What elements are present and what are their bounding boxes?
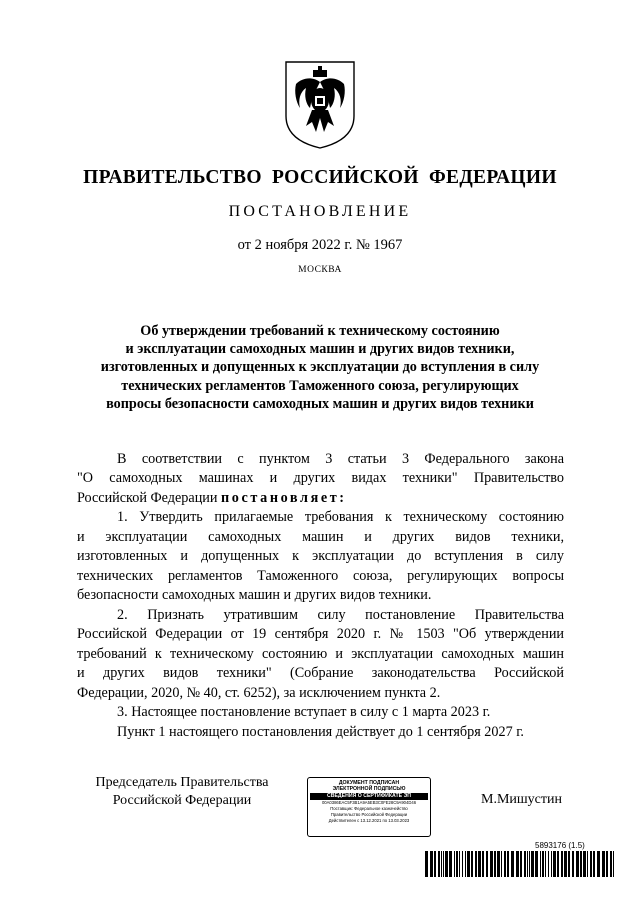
body-line: и эксплуатации самоходных машин и других видов техники, bbox=[77, 529, 564, 545]
coat-of-arms-icon bbox=[282, 58, 358, 150]
stamp-line: ДОКУМЕНТ ПОДПИСАН bbox=[338, 780, 400, 786]
stamp-line: ЭЛЕКТРОННОЙ ПОДПИСЬЮ bbox=[332, 786, 406, 792]
body-line: требований к техническому состоянию и эксплуатации самоходных машин bbox=[77, 646, 564, 662]
stamp-line: Поставщик: Федеральное казначейство bbox=[330, 805, 408, 811]
signer-role-line: Российской Федерации bbox=[112, 792, 252, 808]
signer-name: М.Мишустин bbox=[481, 792, 562, 807]
body-line: 3. Настоящее постановление вступает в силу с 1 марта 2023 г. bbox=[117, 704, 491, 720]
document-heading bbox=[100, 322, 540, 413]
body-line: 1. Утвердить прилагаемые требования к техническому состоянию bbox=[117, 509, 564, 525]
heading-line: и эксплуатации самоходных машин и других видов техники, bbox=[125, 341, 515, 358]
body-line: изготовленных и допущенных к эксплуатации до вступления в силу bbox=[77, 548, 564, 564]
stamp-line: 00A0386EAC5F3B1A9A5EB3C0FE28C9A904D46 bbox=[321, 799, 417, 805]
body-line: Российской Федерации от 19 сентября 2020 г. № 1503 "Об утверждении bbox=[77, 626, 564, 642]
body-line: 2. Признать утратившим силу постановление Правительства bbox=[117, 607, 564, 623]
resolves-word: постановляет: bbox=[221, 490, 347, 506]
heading-line: технических регламентов Таможенного союза, регулирующих bbox=[121, 377, 519, 394]
heading-line: Об утверждении требований к техническому состоянию bbox=[140, 323, 500, 339]
signer-role-line: Председатель Правительства bbox=[95, 775, 269, 790]
body-line: Пункт 1 настоящего постановления действует до 1 сентября 2027 г. bbox=[117, 724, 524, 740]
body-text: Российской Федерации bbox=[77, 490, 222, 506]
government-title: ПРАВИТЕЛЬСТВО РОССИЙСКОЙ ФЕДЕРАЦИИ bbox=[83, 167, 557, 188]
document-type: ПОСТАНОВЛЕНИЕ bbox=[228, 203, 412, 220]
body-line: В соответствии с пунктом 3 статьи 3 Федерального закона bbox=[117, 451, 564, 467]
stamp-title bbox=[308, 780, 430, 792]
signer-role bbox=[77, 774, 287, 809]
body-line: и других видов техники" (Собрание законодательства Российской bbox=[77, 665, 564, 681]
body-line: "О самоходных машинах и других видах техники" Правительство bbox=[77, 470, 564, 486]
stamp-line: Правительство Российской Федерации bbox=[330, 811, 408, 817]
issue-city: МОСКВА bbox=[298, 265, 342, 275]
heading-line: вопросы безопасности самоходных машин и других видов техники bbox=[106, 395, 534, 412]
body-line: безопасности самоходных машин и других видов техники. bbox=[77, 587, 432, 603]
document-date-number: от 2 ноября 2022 г. № 1967 bbox=[237, 237, 403, 253]
barcode-icon bbox=[425, 851, 617, 877]
body-line bbox=[77, 489, 564, 507]
document-code: 5893176 (1.5) bbox=[535, 841, 585, 850]
stamp-details bbox=[308, 800, 430, 824]
stamp-line: Действителен с 13.12.2021 по 13.03.2023 bbox=[328, 817, 410, 823]
electronic-signature-stamp bbox=[307, 777, 431, 837]
heading-line: изготовленных и допущенных к эксплуатации до вступления в силу bbox=[100, 359, 540, 376]
body-line: Федерации, 2020, № 40, ст. 6252), за исключением пункта 2. bbox=[77, 685, 441, 701]
stamp-certificate-bar: СВЕДЕНИЯ О СЕРТИФИКАТЕ ЭП bbox=[310, 793, 428, 800]
body-line: технических регламентов Таможенного союза, регулирующих вопросы bbox=[77, 568, 564, 584]
